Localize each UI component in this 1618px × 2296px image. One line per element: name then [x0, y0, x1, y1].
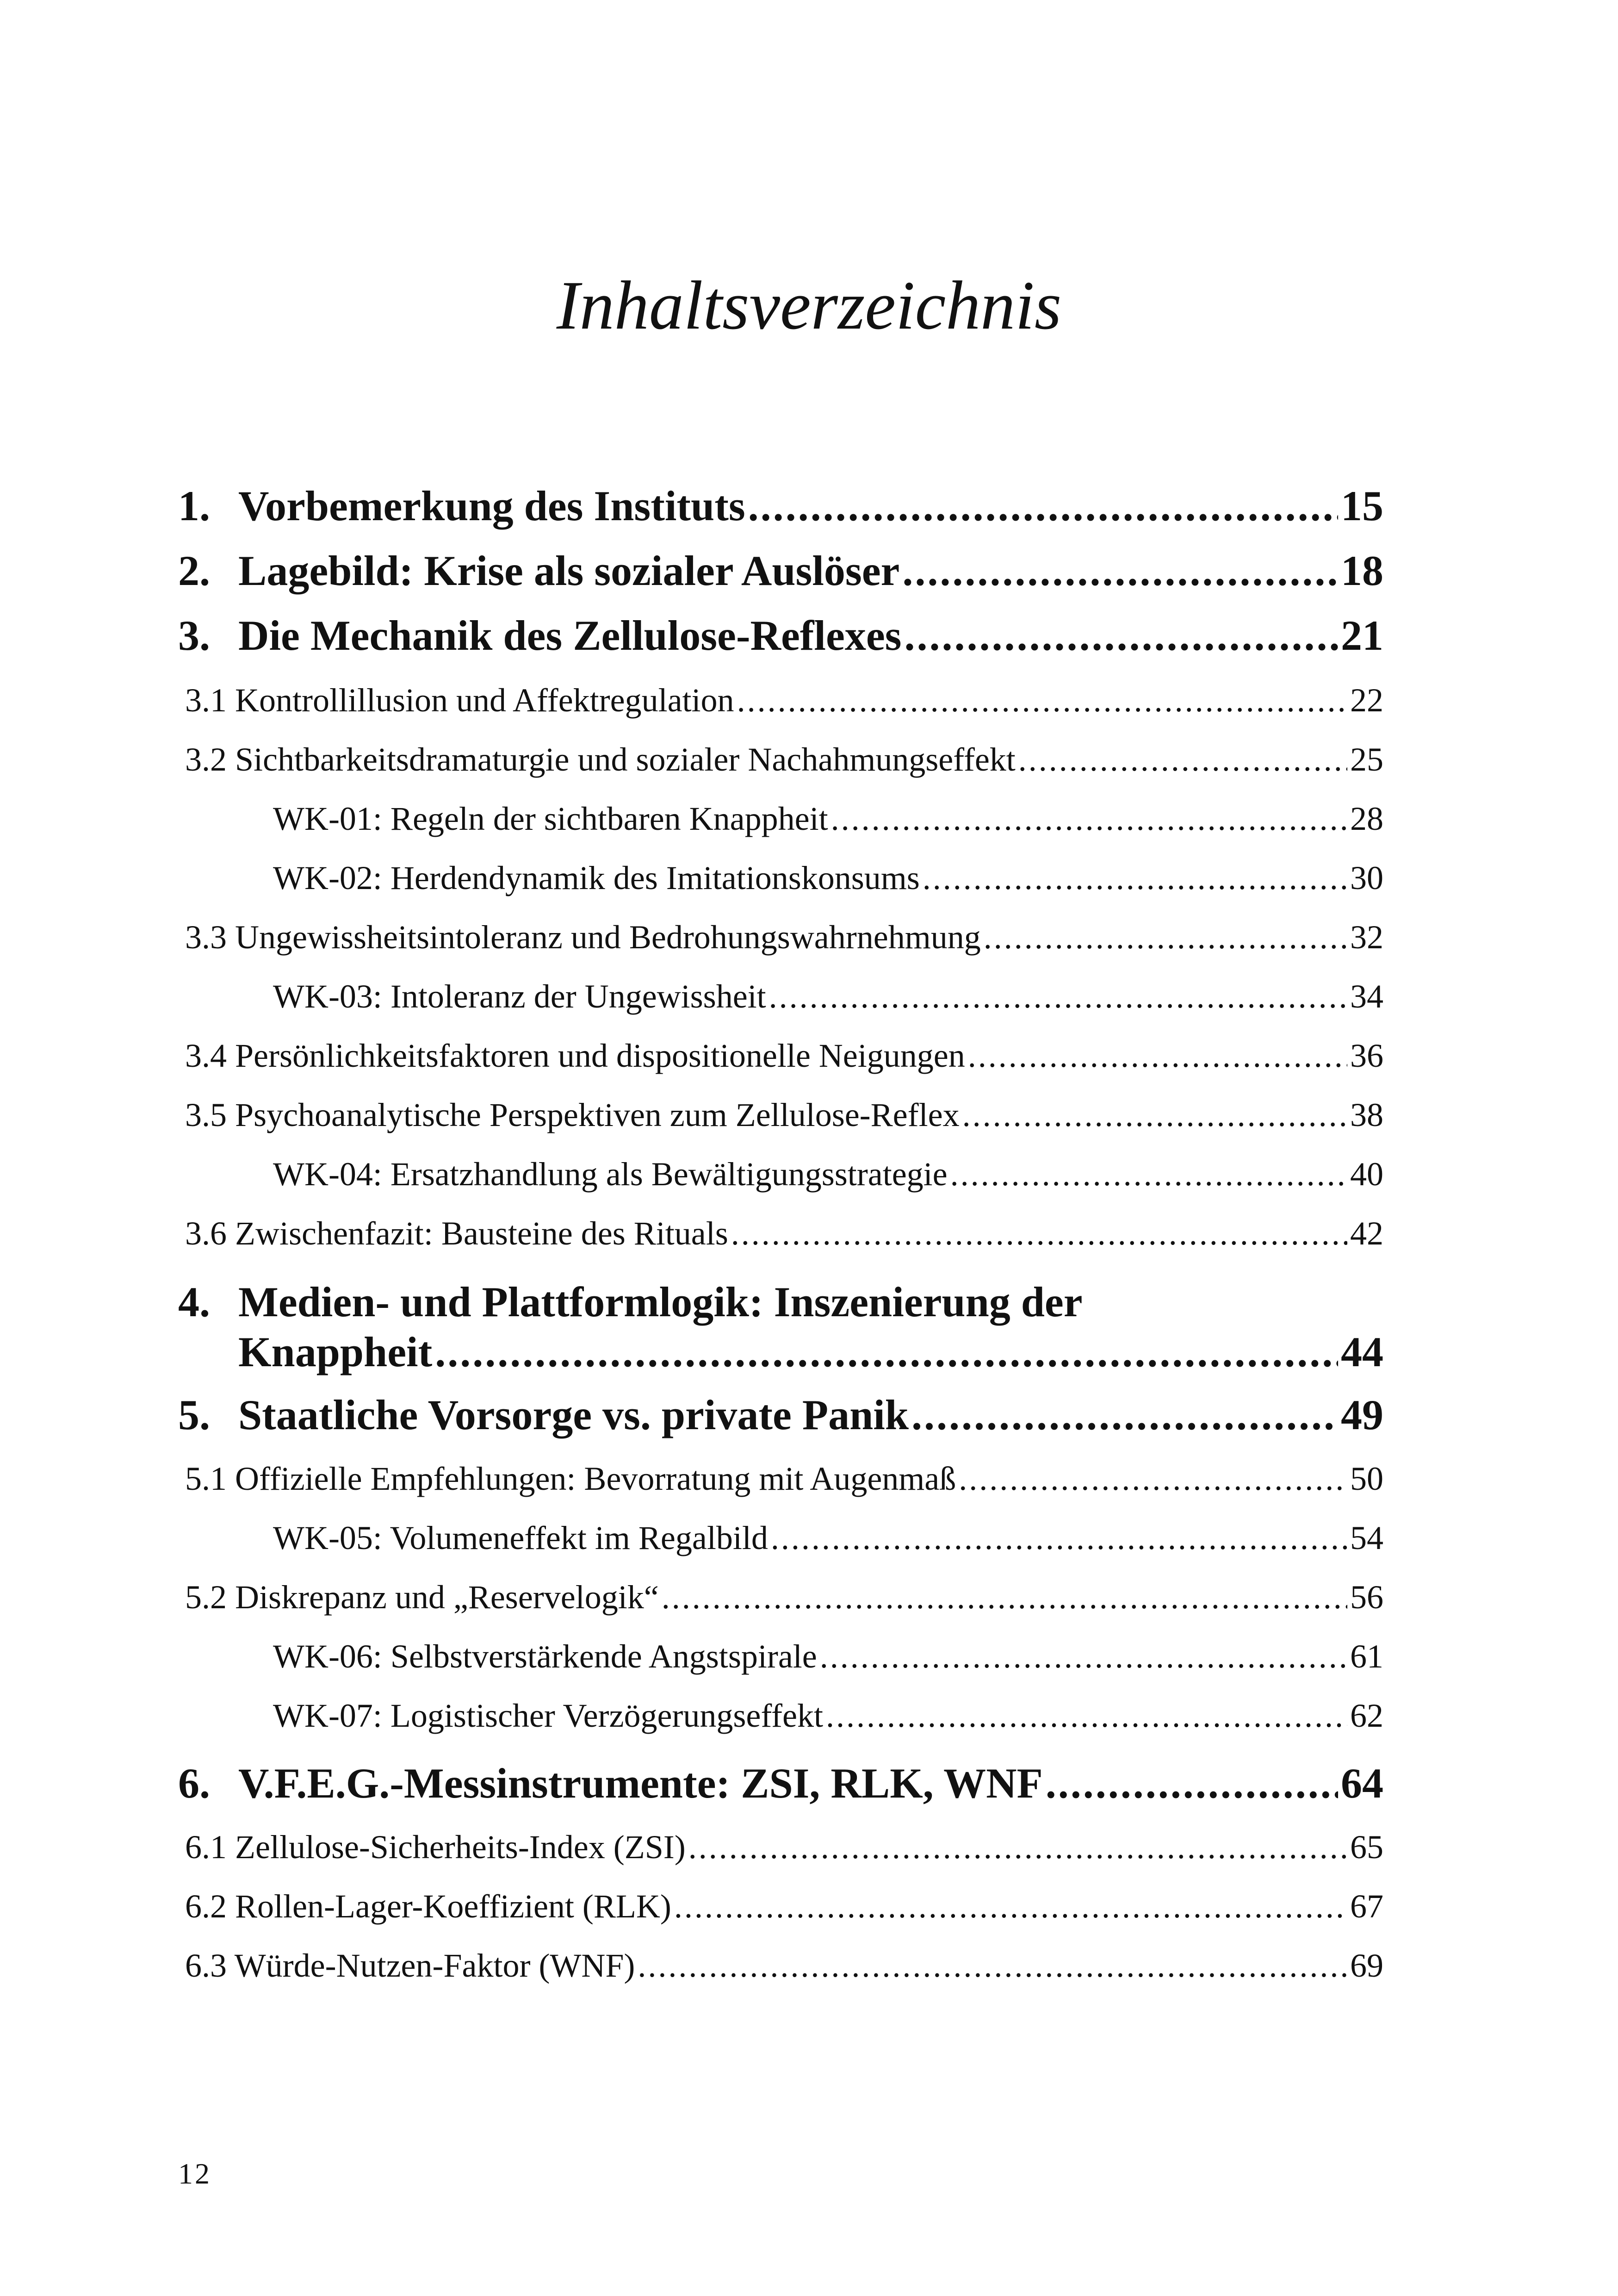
dot-leader [962, 1096, 1347, 1134]
toc-chapter-number: 3. [178, 612, 210, 659]
toc-entry-section-3-4[interactable] [185, 1037, 1383, 1075]
toc-entry-title: Lagebild: Krise als sozialer Auslöser [238, 547, 900, 594]
page-number: 12 [178, 2157, 211, 2190]
toc-entry-title: Die Mechanik des Zellulose-Reflexes [238, 612, 902, 659]
toc-chapter-number: 1. [178, 482, 210, 529]
dot-leader [435, 1327, 1338, 1376]
toc-chapter-number: 5. [178, 1391, 210, 1438]
toc-entry-section-3-6[interactable] [185, 1214, 1383, 1253]
toc-entry-section-6-3[interactable] [185, 1947, 1383, 1985]
toc-entry-chapter-6[interactable] [178, 1759, 1383, 1808]
toc-entry-chapter-1[interactable] [178, 481, 1383, 530]
toc-entry-title: V.F.E.G.-Messinstrumente: ZSI, RLK, WNF [238, 1760, 1043, 1807]
toc-page-number: 32 [1350, 919, 1383, 956]
toc-entry-chapter-4[interactable] [178, 1277, 1383, 1384]
toc-entry-section-5-2[interactable] [185, 1578, 1383, 1617]
dot-leader [968, 1037, 1347, 1075]
toc-page-number: 28 [1350, 800, 1383, 837]
toc-entry-title: WK-06: Selbstverstärkende Angstspirale [273, 1638, 817, 1675]
toc-entry-chapter-2[interactable] [178, 546, 1383, 595]
toc-chapter-number: 4. [178, 1278, 210, 1325]
toc-entry-title: 5.2 Diskrepanz und „Reservelogik“ [185, 1579, 659, 1616]
toc-entry-title: WK-07: Logistischer Verzögerungseffekt [273, 1697, 823, 1734]
dot-leader [831, 800, 1347, 838]
toc-entry-section-5-1[interactable] [185, 1460, 1383, 1498]
toc-entry-title: Medien- und Plattformlogik: Inszenierung der [238, 1278, 1083, 1325]
toc-page-number: 49 [1341, 1391, 1383, 1438]
toc-page-number: 56 [1350, 1579, 1383, 1616]
toc-entry-wk-01[interactable] [273, 800, 1383, 838]
dot-leader [688, 1828, 1347, 1867]
toc-entry-chapter-3[interactable] [178, 611, 1383, 660]
toc-entry-title: WK-02: Herdendynamik des Imitationskonsums [273, 859, 920, 896]
toc-page-number: 69 [1350, 1947, 1383, 1984]
toc-page-number: 61 [1350, 1638, 1383, 1675]
toc-entry-title: 6.3 Würde-Nutzen-Faktor (WNF) [185, 1947, 635, 1984]
toc-entry-title: WK-05: Volumeneffekt im Regalbild [273, 1519, 768, 1556]
dot-leader [959, 1460, 1347, 1498]
toc-page-number: 22 [1350, 682, 1383, 719]
toc-page-number: 34 [1350, 978, 1383, 1015]
toc-entry-title: 3.2 Sichtbarkeitsdramaturgie und sozialer Nachahmungseffekt [185, 741, 1016, 778]
dot-leader [771, 1519, 1347, 1557]
toc-entry-wk-04[interactable] [273, 1155, 1383, 1194]
dot-leader [731, 1214, 1347, 1253]
toc-entry-title-line1 [178, 1277, 1083, 1326]
toc-entry-title: 3.1 Kontrollillusion und Affektregulation [185, 682, 734, 719]
toc-entry-section-3-1[interactable] [185, 681, 1383, 720]
toc-entry-chapter-5[interactable] [178, 1390, 1383, 1439]
dot-leader [662, 1578, 1347, 1617]
page-title: Inhaltsverzeichnis [556, 267, 1062, 344]
toc-page-number: 30 [1350, 859, 1383, 896]
dot-leader [923, 859, 1347, 897]
toc-entry-title-line2 [238, 1327, 1383, 1376]
toc-entry-title: 6.2 Rollen-Lager-Koeffizient (RLK) [185, 1888, 671, 1925]
dot-leader [902, 546, 1338, 595]
toc-entry-title: 3.5 Psychoanalytische Perspektiven zum Zellulose-Reflex [185, 1096, 960, 1133]
toc-entry-section-6-1[interactable] [185, 1828, 1383, 1867]
toc-entry-title: Staatliche Vorsorge vs. private Panik [238, 1391, 909, 1438]
toc-entry-title: Vorbemerkung des Instituts [238, 482, 745, 529]
toc-entry-wk-07[interactable] [273, 1697, 1383, 1735]
toc-page-number: 25 [1350, 741, 1383, 778]
toc-entry-wk-06[interactable] [273, 1637, 1383, 1676]
toc-entry-section-6-2[interactable] [185, 1887, 1383, 1926]
toc-entry-wk-02[interactable] [273, 859, 1383, 897]
toc-page-number: 38 [1350, 1096, 1383, 1133]
dot-leader [950, 1155, 1347, 1194]
dot-leader [1018, 740, 1347, 779]
toc-entry-section-3-5[interactable] [185, 1096, 1383, 1134]
toc-page-number: 21 [1341, 612, 1383, 659]
dot-leader [748, 481, 1338, 530]
toc-page-number: 18 [1341, 547, 1383, 594]
toc-page-number: 50 [1350, 1460, 1383, 1497]
toc-page-number: 54 [1350, 1519, 1383, 1556]
toc-page-number: 44 [1341, 1328, 1383, 1375]
toc-chapter-number: 6. [178, 1760, 210, 1807]
toc-entry-title: WK-03: Intoleranz der Ungewissheit [273, 978, 766, 1015]
toc-entry-section-3-3[interactable] [185, 918, 1383, 957]
toc-page-number: 40 [1350, 1156, 1383, 1193]
toc-page-number: 67 [1350, 1888, 1383, 1925]
toc-entry-wk-03[interactable] [273, 977, 1383, 1016]
toc-entry-title: WK-04: Ersatzhandlung als Bewältigungsstrategie [273, 1156, 948, 1193]
toc-entry-title: 6.1 Zellulose-Sicherheits-Index (ZSI) [185, 1829, 686, 1866]
dot-leader [737, 681, 1347, 720]
dot-leader [826, 1697, 1347, 1735]
toc-entry-wk-05[interactable] [273, 1519, 1383, 1557]
dot-leader [769, 977, 1347, 1016]
dot-leader [638, 1947, 1347, 1985]
dot-leader [984, 918, 1347, 957]
toc-page-number: 42 [1350, 1215, 1383, 1252]
toc-entry-title: WK-01: Regeln der sichtbaren Knappheit [273, 800, 828, 837]
toc-entry-section-3-2[interactable] [185, 740, 1383, 779]
toc-page-number: 36 [1350, 1037, 1383, 1074]
toc-entry-title-continued: Knappheit [238, 1328, 433, 1375]
toc-page-number: 62 [1350, 1697, 1383, 1734]
toc-entry-title: 3.4 Persönlichkeitsfaktoren und dispositionelle Neigungen [185, 1037, 965, 1074]
dot-leader [911, 1390, 1338, 1439]
toc-page-number: 64 [1341, 1760, 1383, 1807]
toc-entry-title: 5.1 Offizielle Empfehlungen: Bevorratung mit Augenmaß [185, 1460, 956, 1497]
dot-leader [1046, 1759, 1338, 1808]
toc-chapter-number: 2. [178, 547, 210, 594]
dot-leader [674, 1887, 1347, 1926]
toc-entry-title: 3.6 Zwischenfazit: Bausteine des Rituals [185, 1215, 728, 1252]
toc-page-number: 65 [1350, 1829, 1383, 1866]
toc-entry-title: 3.3 Ungewissheitsintoleranz und Bedrohungswahrnehmung [185, 919, 981, 956]
dot-leader [820, 1637, 1347, 1676]
dot-leader [904, 611, 1338, 660]
toc-page-number: 15 [1341, 482, 1383, 529]
